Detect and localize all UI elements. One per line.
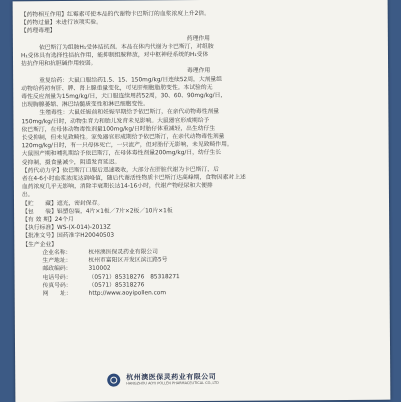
field-label: 【执行标准】: [22, 225, 57, 231]
toxicity-line: 受抑制，摄食量减少，阴道发育延迟。: [22, 156, 377, 167]
footer-company-english: HANGZHOU AOYI POLLEN PHARMACEUTICAL CO.,LTD: [126, 381, 219, 386]
pharmacology-line: 拮抗作用和抗胆碱作用较弱。: [21, 58, 376, 69]
field-label: 【有 效 期】: [22, 217, 55, 223]
toxicity-line: 动物给药初有肝、脾、肾上腺重量变化，可见肝细胞脂肪变性。本试验的无: [21, 83, 376, 94]
field-value: 遮光，密封保存。: [57, 200, 103, 206]
company-value: （0571）85318276: [89, 282, 145, 288]
drug-interaction-text: 红霉素可使本品的代谢物卡巴斯汀的血浆浓度上升2倍。: [67, 11, 210, 18]
field-value: WS-(X-014)-2013Z: [57, 225, 111, 231]
drug-interaction-header: 【药物相互作用】: [21, 12, 67, 18]
pharmacokinetics-line: 依巴斯汀口服后迅速吸收，大部分在肝脏代谢为卡巴斯汀，后: [62, 167, 219, 174]
company-label: 邮政编码：: [42, 265, 88, 274]
toxicity-line: 出现胸腺萎缩、淋巴结髓质变性和淋巴细胞变性。: [21, 99, 376, 110]
company-logo-icon: [107, 373, 120, 386]
insert-content: [21, 9, 378, 299]
footer-company-name: 杭州澳医保灵药业有限公司: [126, 373, 219, 382]
toxicity-line: 生殖毒性：大鼠妊娠前和妊娠早期给予依巴斯汀，在亲代动物毒性剂量: [21, 107, 376, 118]
company-label: 企业名称：: [42, 249, 88, 258]
company-label: 传真号码：: [43, 281, 89, 290]
toxicity-line: 依巴斯汀，在母体动物毒性剂量100mg/kg/日时胎仔体重减轻，出生幼仔生: [21, 124, 376, 135]
field-label: 【生产企业】: [22, 242, 57, 248]
company-value: 杭州市富阳区开发区滨江路5号: [88, 257, 167, 264]
toxicity-line: 重复给药：大鼠口服给药1.5、15、150mg/kg/日连续52周，大剂量组: [21, 74, 376, 85]
company-label: 网 址：: [43, 290, 89, 299]
company-value: 杭州澳医保灵药业有限公司: [88, 249, 158, 255]
package-insert-leaflet: [13, 0, 391, 402]
company-footer-text: [126, 373, 219, 386]
field-label: 【批准文号】: [22, 233, 57, 239]
field-label: 【贮 藏】: [22, 201, 57, 207]
company-value: 310002: [88, 266, 110, 272]
company-website-link[interactable]: http://www.aoyipollen.com: [89, 290, 166, 297]
toxicity-line: 长受抑制，但未见致畸性。家兔器官形成期给予依巴斯汀，在亲代动物毒性剂量: [22, 132, 377, 143]
company-footer: [107, 371, 307, 386]
company-value: （0571）85318276 85318271: [89, 274, 180, 281]
field-value: 24个月: [55, 217, 74, 223]
field-label: 【包 装】: [22, 209, 57, 215]
company-website-row: [23, 288, 378, 299]
pharmacology-title: 药理作用: [21, 33, 376, 44]
pharmacokinetics-line: 出。: [22, 189, 377, 200]
toxicity-title: 毒理作用: [21, 66, 376, 77]
field-value: 国药准字H20040503: [57, 233, 114, 239]
toxicity-line: 大鼠围产期和哺乳期给予依巴斯汀，在母体毒性剂量200mg/kg/日，幼仔生长: [22, 148, 377, 159]
pharmacokinetics-header: 【药代动力学】: [22, 168, 63, 174]
pharmacology-line: H₁受体具有选择性拮抗作用，能抑制组胺释放，对中枢神经系统的H₁受体: [21, 50, 376, 61]
toxicity-line: 150mg/kg/日时，动物生育力和胎儿发育未见影响。大鼠器官形成期给予: [21, 115, 376, 126]
pharmacology-line: 依巴斯汀为组胺H₁受体拮抗剂。本品在体内代谢为卡巴斯汀，对组胺: [21, 42, 376, 53]
pharmacokinetics-line: 者在4-6小时血浆浓度达到峰值，随后代谢活性物质卡巴斯汀达高峰期，食物因素对上述: [22, 173, 377, 184]
pharmacokinetics-line: 血药浓度几乎无影响，消除半衰期长达14-16小时，代谢产物经尿和大便排: [22, 181, 377, 192]
toxicity-line: 毒性反应剂量为15mg/kg/日，犬口服连续用药52周，30、60、90mg/kg/日，: [21, 91, 376, 102]
overdose-header: 【药物过量】: [21, 20, 56, 26]
toxicology-header: 【药理毒理】: [21, 25, 376, 36]
company-label: 生产地址：: [42, 257, 88, 266]
company-label: 电话号码：: [43, 273, 89, 282]
overdose-text: 未进行该项实验。: [56, 20, 102, 26]
toxicity-line: 120mg/kg/日时，有一只母体死亡，一只流产，但对胎仔无影响，未见致畸作用。: [22, 140, 377, 151]
field-value: 铝塑包装，4片×1板／7片×2板／10片×1板: [57, 208, 173, 215]
